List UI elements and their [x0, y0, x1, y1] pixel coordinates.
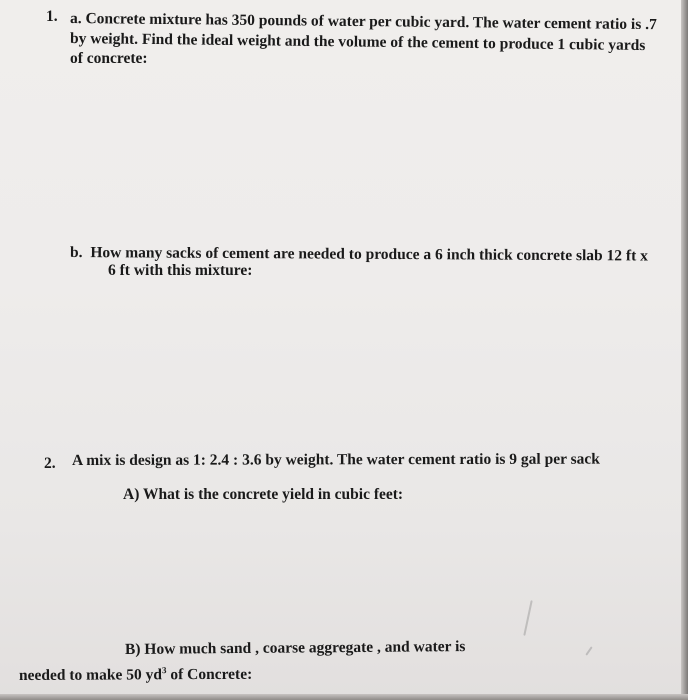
question-1-number: 1.	[46, 8, 58, 25]
question-2b-text-1: B) How much sand , coarse aggregate , and water is	[124, 638, 466, 658]
pencil-mark	[585, 646, 592, 655]
pencil-mark	[523, 600, 532, 636]
question-2b-text-2-post: of Concrete:	[166, 665, 253, 684]
question-1b-text-2: 6 ft with this mixture:	[108, 262, 253, 279]
question-2b-line-1	[125, 638, 466, 659]
question-1a-label: a.	[69, 10, 82, 28]
question-2b-text-2-pre: needed to make 50 yd	[18, 666, 162, 684]
question-1b-text-1: How many sacks of cement are needed to produce a 6 inch thick concrete slab 12 ft x	[90, 244, 648, 265]
question-1a-text-2: by weight. Find the ideal weight and the volume of the cement to produce 1 cubic yards	[69, 30, 646, 55]
question-2a-line	[123, 486, 403, 504]
question-1b-label: b.	[69, 244, 83, 262]
page-edge-shadow	[681, 0, 688, 700]
question-1a-text-1: Concrete mixture has 350 pounds of water per cubic yard. The water cement ratio is .7	[85, 10, 657, 34]
question-1a-line-2	[70, 30, 646, 55]
question-1a-line-3	[70, 50, 148, 68]
question-2-number: 2.	[44, 455, 56, 472]
question-1b-line-2	[108, 262, 252, 280]
question-1a-text-3: of concrete:	[70, 50, 148, 67]
cubed-superscript: 3	[161, 665, 167, 676]
question-2-line-1	[72, 451, 600, 470]
page-bottom-shadow	[0, 694, 688, 700]
question-2a-text: A) What is the concrete yield in cubic feet:	[123, 486, 404, 503]
question-2-text-1: A mix is design as 1: 2.4 : 3.6 by weight. The water cement ratio is 9 gal per sack	[71, 450, 600, 469]
question-2b-line-2	[19, 666, 252, 685]
